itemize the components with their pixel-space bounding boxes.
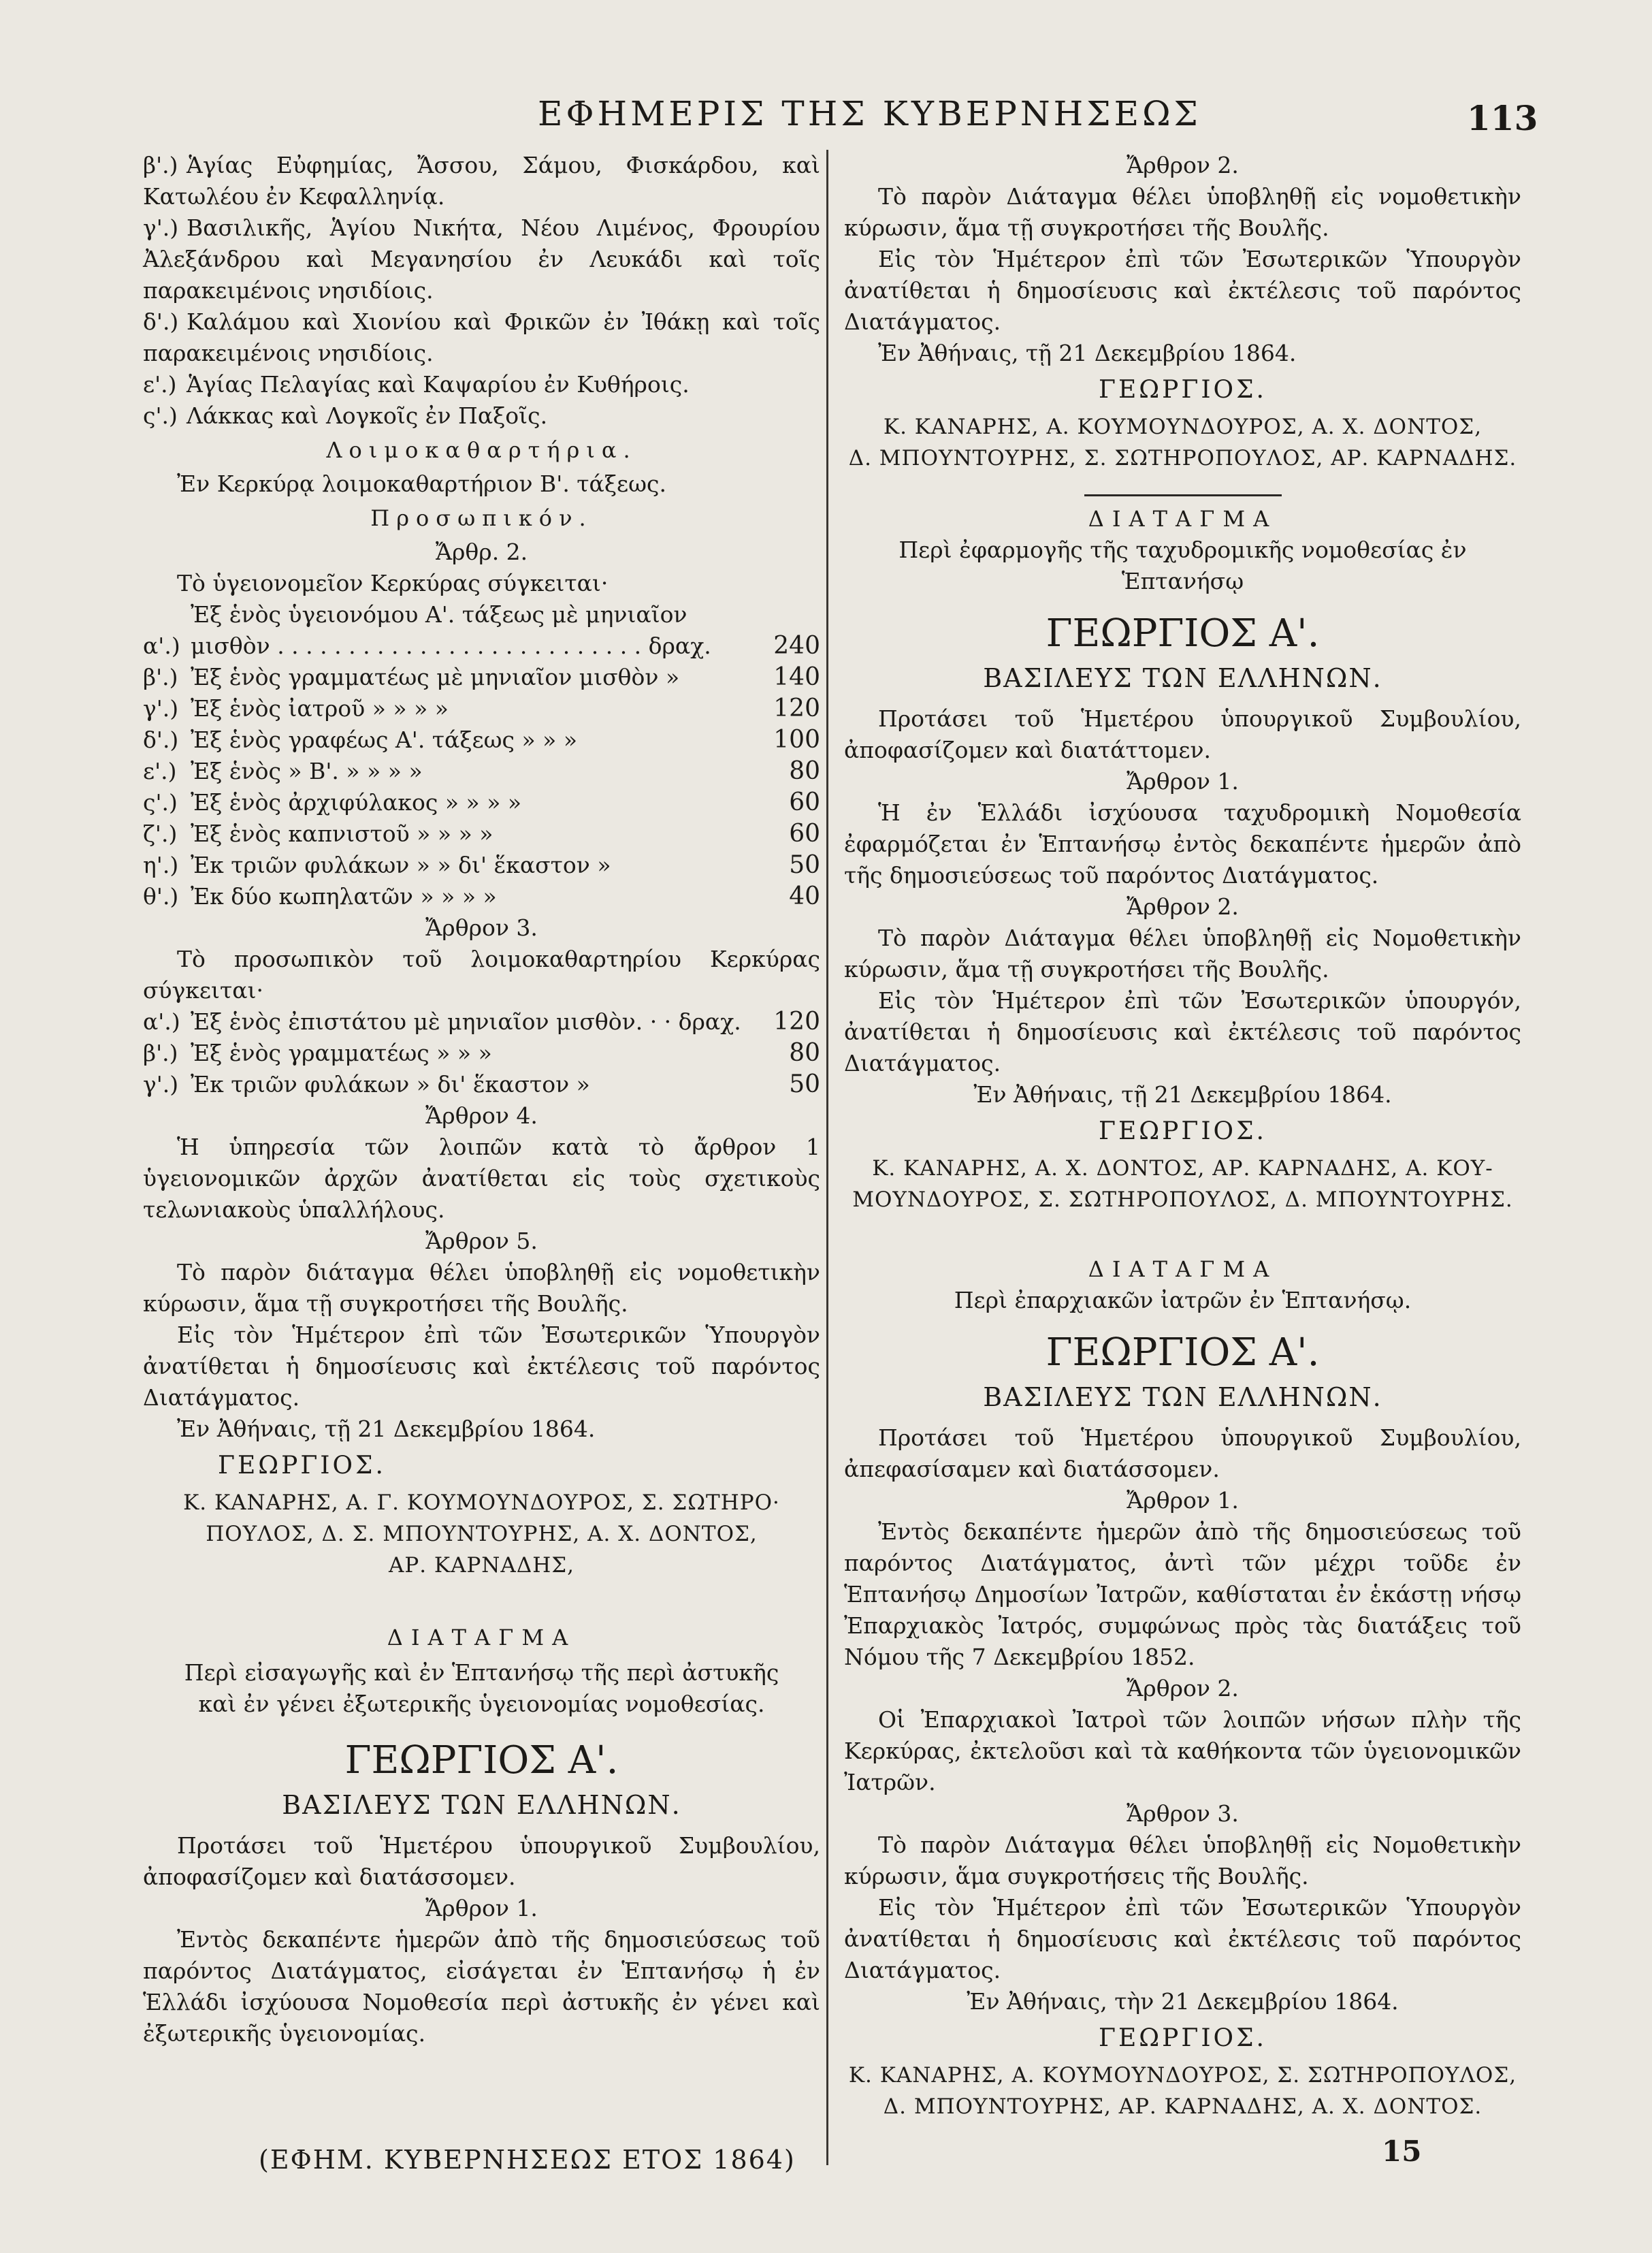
salary-table [143, 599, 820, 912]
article-heading: Ἄρθρον 2. [1127, 893, 1239, 920]
left-column [143, 150, 820, 2049]
salary-row: β'.) Ἐξ ἑνὸς γραμματέως » » » 80 [143, 1039, 820, 1067]
article-heading: Ἄρθρον 1. [1127, 1487, 1239, 1514]
salary-row: ζ'.) Ἐξ ἑνὸς καπνιστοῦ » » » » 60 [143, 820, 820, 848]
paragraph: Τὸ προσωπικὸν τοῦ λοιμοκαθαρτηρίου Κερκύρας σύγκειται· [143, 946, 820, 1004]
date-line: Ἐν Ἀθήναις, τὴν 21 Δεκεμβρίου 1864. [967, 1988, 1399, 2015]
ministers-line: Κ. ΚΑΝΑΡΗΣ, Α. ΚΟΥΜΟΥΝΔΟΥΡΟΣ, Σ. ΣΩΤΗΡΟΠΟΥΛΟΣ, [848, 2063, 1517, 2088]
article-heading: Ἄρθρον 3. [425, 914, 538, 941]
salary-row: θ'.) Ἐκ δύο κωπηλατῶν » » » » 40 [143, 882, 820, 910]
paragraph: Ἡ ὑπηρεσία τῶν λοιπῶν κατὰ τὸ ἄρθρον 1 ὑγειονομικῶν ἀρχῶν ἀνατίθεται εἰς τοὺς σχετικοὺς τελωνιακοὺς ὑπαλλήλους. [143, 1134, 820, 1223]
signature: ΓΕΩΡΓΙΟΣ. [1099, 2024, 1267, 2052]
signature: ΓΕΩΡΓΙΟΣ. [1099, 1117, 1267, 1145]
article-heading: Ἄρθρον 5. [425, 1228, 538, 1254]
date-line: Ἐν Ἀθήναις, τῇ 21 Δεκεμβρίου 1864. [177, 1416, 596, 1442]
list-item: ς'.) Λάκκας καὶ Λογκοῖς ἐν Παξοῖς. [143, 402, 548, 429]
ministers-line: ΑΡ. ΚΑΡΝΑΔΗΣ, [388, 1553, 575, 1578]
signature: ΓΕΩΡΓΙΟΣ. [1099, 376, 1267, 404]
article-heading: Ἄρθρον 4. [425, 1102, 538, 1129]
date-line: Ἐν Ἀθήναις, τῇ 21 Δεκεμβρίου 1864. [878, 340, 1297, 366]
salary-row: α'.) Ἐξ ἑνὸς ἐπιστάτου μὲ μηνιαῖον μισθὸν. · · δραχ. 120 [143, 1008, 820, 1036]
decree-heading: ΔΙΑΤΑΓΜΑ [1088, 506, 1278, 532]
ministers-line: ΜΟΥΝΔΟΥΡΟΣ, Σ. ΣΩΤΗΡΟΠΟΥΛΟΣ, Δ. ΜΠΟΥΝΤΟΥΡΗΣ. [852, 1187, 1513, 1212]
salary-row: γ'.) Ἐκ τριῶν φυλάκων » δι' ἕκαστον » 50 [143, 1070, 820, 1098]
date-line: Ἐν Ἀθήναις, τῇ 21 Δεκεμβρίου 1864. [973, 1081, 1392, 1108]
article-heading: Ἄρθρον 3. [1127, 1800, 1239, 1827]
paragraph: Προτάσει τοῦ Ἡμετέρου ὑπουργικοῦ Συμβουλίου, ἀποφασίζομεν καὶ διατάττομεν. [844, 705, 1521, 763]
paragraph: Ἐντὸς δεκαπέντε ἡμερῶν ἀπὸ τῆς δημοσιεύσεως τοῦ παρόντος Διατάγματος, εἰσάγεται ἐν Ἑπτανήσῳ ἡ ἐν Ἑλλάδι ἰσχύουσα Νομοθεσία περὶ ἀστυκῆς ἐν γένει καὶ ἐξωτερικῆς ὑγειονομίας. [143, 1926, 820, 2047]
salary-row: ς'.) Ἐξ ἑνὸς ἀρχιφύλακος » » » » 60 [143, 788, 820, 816]
separator-rule [1084, 494, 1282, 496]
list-item: γ'.) Βασιλικῆς, Ἁγίου Νικήτα, Νέου Λιμένος, Φρουρίου Ἀλεξάνδρου καὶ Μεγανησίου ἐν Λευκάδι καὶ τοῖς παρακειμένοις νησιδίοις. [143, 214, 820, 304]
king-heading: ΓΕΩΡΓΙΟΣ Α'. [344, 1738, 619, 1783]
paragraph: Εἰς τὸν Ἡμέτερον ἐπὶ τῶν Ἐσωτερικῶν ὑπουργόν, ἀνατίθεται ἡ δημοσίευσις καὶ ἐκτέλεσις τοῦ παρόντος Διατάγματος. [844, 987, 1521, 1076]
paragraph: Τὸ ὑγειονομεῖον Κερκύρας σύγκειται· [177, 570, 609, 596]
column-divider [826, 150, 828, 2165]
article-heading: Ἄρθρον 1. [1127, 768, 1239, 795]
list-item: ε'.) Ἁγίας Πελαγίας καὶ Καψαρίου ἐν Κυθήροις. [143, 371, 690, 398]
paragraph: Τὸ παρὸν διάταγμα θέλει ὑποβληθῇ εἰς νομοθετικὴν κύρωσιν, ἅμα τῇ συγκροτήσει τῆς Βουλῆς. [143, 1259, 820, 1317]
decree-subject: Περὶ ἐφαρμογῆς τῆς ταχυδρομικῆς νομοθεσίας ἐν Ἑπτανήσῳ [898, 537, 1467, 594]
section-title: Προσωπικόν. [370, 505, 593, 531]
paragraph: Τὸ παρὸν Διάταγμα θέλει ὑποβληθῇ εἰς Νομοθετικὴν κύρωσιν, ἅμα τῇ συγκροτήσει τῆς Βουλῆς. [844, 925, 1521, 982]
article-heading: Ἄρθρον 2. [1127, 1675, 1239, 1701]
article-heading: Ἄρθρον 2. [1127, 152, 1239, 178]
king-title: ΒΑΣΙΛΕΥΣ ΤΩΝ ΕΛΛΗΝΩΝ. [983, 1382, 1382, 1412]
paragraph: Ἐν Κερκύρᾳ λοιμοκαθαρτήριον Β'. τάξεως. [177, 470, 666, 497]
salary-row: ε'.) Ἐξ ἑνὸς » Β'. » » » » 80 [143, 757, 820, 785]
salary-row: α'.) Ἐξ ἑνὸς ὑγειονόμου Α'. τάξεως μὲ μηνιαῖον μισθὸν . . . . . . . . . . . . . . . . . . . . . . . . . . δραχ. 240 [143, 601, 820, 660]
ministers-line: Κ. ΚΑΝΑΡΗΣ, Α. Γ. ΚΟΥΜΟΥΝΔΟΥΡΟΣ, Σ. ΣΩΤΗΡΟ· [183, 1490, 780, 1515]
king-heading: ΓΕΩΡΓΙΟΣ Α'. [1046, 611, 1320, 656]
edition-footer: (ΕΦΗΜ. ΚΥΒΕΡΝΗΣΕΩΣ ΕΤΟΣ 1864) [259, 2145, 796, 2175]
ministers-line: Κ. ΚΑΝΑΡΗΣ, Α. Χ. ΔΟΝΤΟΣ, ΑΡ. ΚΑΡΝΑΔΗΣ, Α. ΚΟΥ- [872, 1156, 1493, 1181]
salary-row: η'.) Ἐκ τριῶν φυλάκων » » δι' ἕκαστον » 50 [143, 851, 820, 879]
paragraph: Προτάσει τοῦ Ἡμετέρου ὑπουργικοῦ Συμβουλίου, ἀποφασίζομεν καὶ διατάσσομεν. [143, 1832, 820, 1890]
paragraph: Εἰς τὸν Ἡμέτερον ἐπὶ τῶν Ἐσωτερικῶν Ὑπουργὸν ἀνατίθεται ἡ δημοσίευσις καὶ ἐκτέλεσις τοῦ παρόντος Διατάγματος. [844, 246, 1521, 335]
salary-row: γ'.) Ἐξ ἑνὸς ἰατροῦ » » » » 120 [143, 694, 820, 722]
decree-heading: ΔΙΑΤΑΓΜΑ [387, 1625, 577, 1650]
king-title: ΒΑΣΙΛΕΥΣ ΤΩΝ ΕΛΛΗΝΩΝ. [282, 1790, 681, 1820]
article-heading: Ἄρθρ. 2. [435, 539, 528, 565]
right-column [844, 150, 1521, 2122]
salary-table [143, 1006, 820, 1100]
sheet-number: 15 [1382, 2135, 1422, 2168]
decree-subject: Περὶ εἰσαγωγῆς καὶ ἐν Ἑπτανήσῳ τῆς περὶ ἀστυκῆς καὶ ἐν γένει ἐξωτερικῆς ὑγειονομίας νομοθεσίας. [184, 1659, 779, 1717]
port-list [143, 150, 820, 432]
article-heading: Ἄρθρον 1. [425, 1895, 538, 1921]
decree-subject: Περὶ ἐπαρχιακῶν ἰατρῶν ἐν Ἑπτανήσῳ. [954, 1287, 1412, 1313]
ministers-line: Δ. ΜΠΟΥΝΤΟΥΡΗΣ, Σ. ΣΩΤΗΡΟΠΟΥΛΟΣ, ΑΡ. ΚΑΡΝΑΔΗΣ. [848, 446, 1517, 470]
salary-row: β'.) Ἐξ ἑνὸς γραμματέως μὲ μηνιαῖον μισθὸν » 140 [143, 663, 820, 691]
paragraph: Εἰς τὸν Ἡμέτερον ἐπὶ τῶν Ἐσωτερικῶν Ὑπουργὸν ἀνατίθεται ἡ δημοσίευσις καὶ ἐκτέλεσις τοῦ παρόντος Διατάγματος. [143, 1322, 820, 1411]
paragraph: Εἰς τὸν Ἡμέτερον ἐπὶ τῶν Ἐσωτερικῶν Ὑπουργὸν ἀνατίθεται ἡ δημοσίευσις καὶ ἐκτέλεσις τοῦ παρόντος Διατάγματος. [844, 1894, 1521, 1983]
paragraph: Οἱ Ἐπαρχιακοὶ Ἰατροὶ τῶν λοιπῶν νήσων πλὴν τῆς Κερκύρας, ἐκτελοῦσι καὶ τὰ καθήκοντα τῶν ὑγειονομικῶν Ἰατρῶν. [844, 1706, 1521, 1795]
list-item: β'.) Ἁγίας Εὐφημίας, Ἄσσου, Σάμου, Φισκάρδου, καὶ Κατωλέου ἐν Κεφαλληνίᾳ. [143, 152, 820, 210]
salary-row: δ'.) Ἐξ ἑνὸς γραφέως Α'. τάξεως » » » 100 [143, 726, 820, 754]
signature: ΓΕΩΡΓΙΟΣ. [218, 1452, 386, 1480]
page-header [0, 94, 1652, 148]
ministers-line: ΠΟΥΛΟΣ, Δ. Σ. ΜΠΟΥΝΤΟΥΡΗΣ, Α. Χ. ΔΟΝΤΟΣ, [206, 1522, 758, 1546]
decree-heading: ΔΙΑΤΑΓΜΑ [1088, 1256, 1278, 1282]
ministers-line: Δ. ΜΠΟΥΝΤΟΥΡΗΣ, ΑΡ. ΚΑΡΝΑΔΗΣ, Α. Χ. ΔΟΝΤΟΣ. [883, 2094, 1483, 2119]
gazette-title: ΕΦΗΜΕΡΙΣ ΤΗΣ ΚΥΒΕΡΝΗΣΕΩΣ [538, 94, 1201, 133]
section-title: Λοιμοκαθαρτήρια. [326, 437, 637, 463]
paragraph: Ἡ ἐν Ἑλλάδι ἰσχύουσα ταχυδρομικὴ Νομοθεσία ἐφαρμόζεται ἐν Ἑπτανήσῳ ἐντὸς δεκαπέντε ἡμερῶν ἀπὸ τῆς δημοσιεύσεως τοῦ παρόντος Διατάγματος. [844, 799, 1521, 889]
page-number: 113 [1467, 98, 1538, 138]
paragraph: Προτάσει τοῦ Ἡμετέρου ὑπουργικοῦ Συμβουλίου, ἀπεφασίσαμεν καὶ διατάσσομεν. [844, 1424, 1521, 1482]
paragraph: Ἐντὸς δεκαπέντε ἡμερῶν ἀπὸ τῆς δημοσιεύσεως τοῦ παρόντος Διατάγματος, ἀντὶ τῶν μέχρι τοῦδε ἐν Ἑπτανήσῳ Δημοσίων Ἰατρῶν, καθίσταται ἐν ἑκάστῃ νήσῳ Ἐπαρχιακὸς Ἰατρός, συμφώνως πρὸς τὰς διατάξεις τοῦ Νόμου τῆς 7 Δεκεμβρίου 1852. [844, 1518, 1521, 1670]
ministers-line: Κ. ΚΑΝΑΡΗΣ, Α. ΚΟΥΜΟΥΝΔΟΥΡΟΣ, Α. Χ. ΔΟΝΤΟΣ, [883, 415, 1483, 439]
paragraph: Τὸ παρὸν Διάταγμα θέλει ὑποβληθῇ εἰς νομοθετικὴν κύρωσιν, ἅμα τῇ συγκροτήσει τῆς Βουλῆς. [844, 183, 1521, 241]
king-heading: ΓΕΩΡΓΙΟΣ Α'. [1046, 1330, 1320, 1375]
list-item: δ'.) Καλάμου καὶ Χιονίου καὶ Φρικῶν ἐν Ἰθάκῃ καὶ τοῖς παρακειμένοις νησιδίοις. [143, 308, 820, 366]
king-title: ΒΑΣΙΛΕΥΣ ΤΩΝ ΕΛΛΗΝΩΝ. [983, 663, 1382, 693]
paragraph: Τὸ παρὸν Διάταγμα θέλει ὑποβληθῇ εἰς Νομοθετικὴν κύρωσιν, ἅμα συγκροτήσεις τῆς Βουλῆς. [844, 1832, 1521, 1889]
